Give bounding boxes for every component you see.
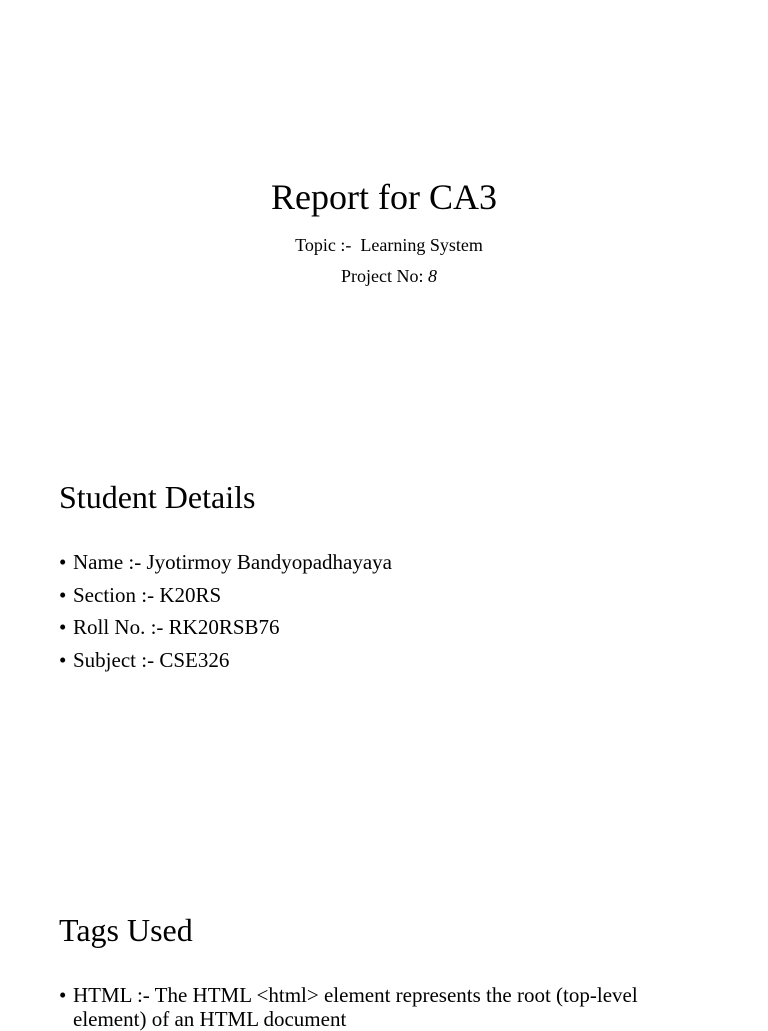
project-line (0, 265, 768, 287)
student-subject: Subject :- CSE326 (73, 647, 230, 672)
bullet-icon: • (59, 550, 67, 574)
tag-html-description: HTML :- The HTML <html> element represents the root (top-level element) of an HTML document (73, 983, 638, 1031)
project-number: 8 (428, 266, 437, 286)
tags-used-heading: Tags Used (59, 912, 193, 948)
list-item (59, 546, 392, 579)
student-name: Name :- Jyotirmoy Bandyopadhayaya (73, 550, 392, 574)
topic-line (0, 234, 768, 256)
student-section: Section :- K20RS (73, 582, 222, 607)
list-item (59, 611, 392, 644)
student-roll-no: Roll No. :- RK20RSB76 (73, 615, 280, 639)
list-item (59, 644, 392, 677)
bullet-icon: • (59, 582, 67, 607)
topic-label: Topic :- (295, 235, 352, 255)
bullet-icon: • (59, 983, 67, 1007)
list-item (59, 579, 392, 612)
student-details-heading: Student Details (59, 479, 256, 515)
bullet-icon: • (59, 615, 67, 639)
student-details-list (59, 546, 392, 676)
topic-value: Learning System (360, 235, 483, 255)
bullet-icon: • (59, 647, 67, 672)
project-label: Project No: (341, 266, 424, 286)
report-title: Report for CA3 (271, 177, 497, 217)
